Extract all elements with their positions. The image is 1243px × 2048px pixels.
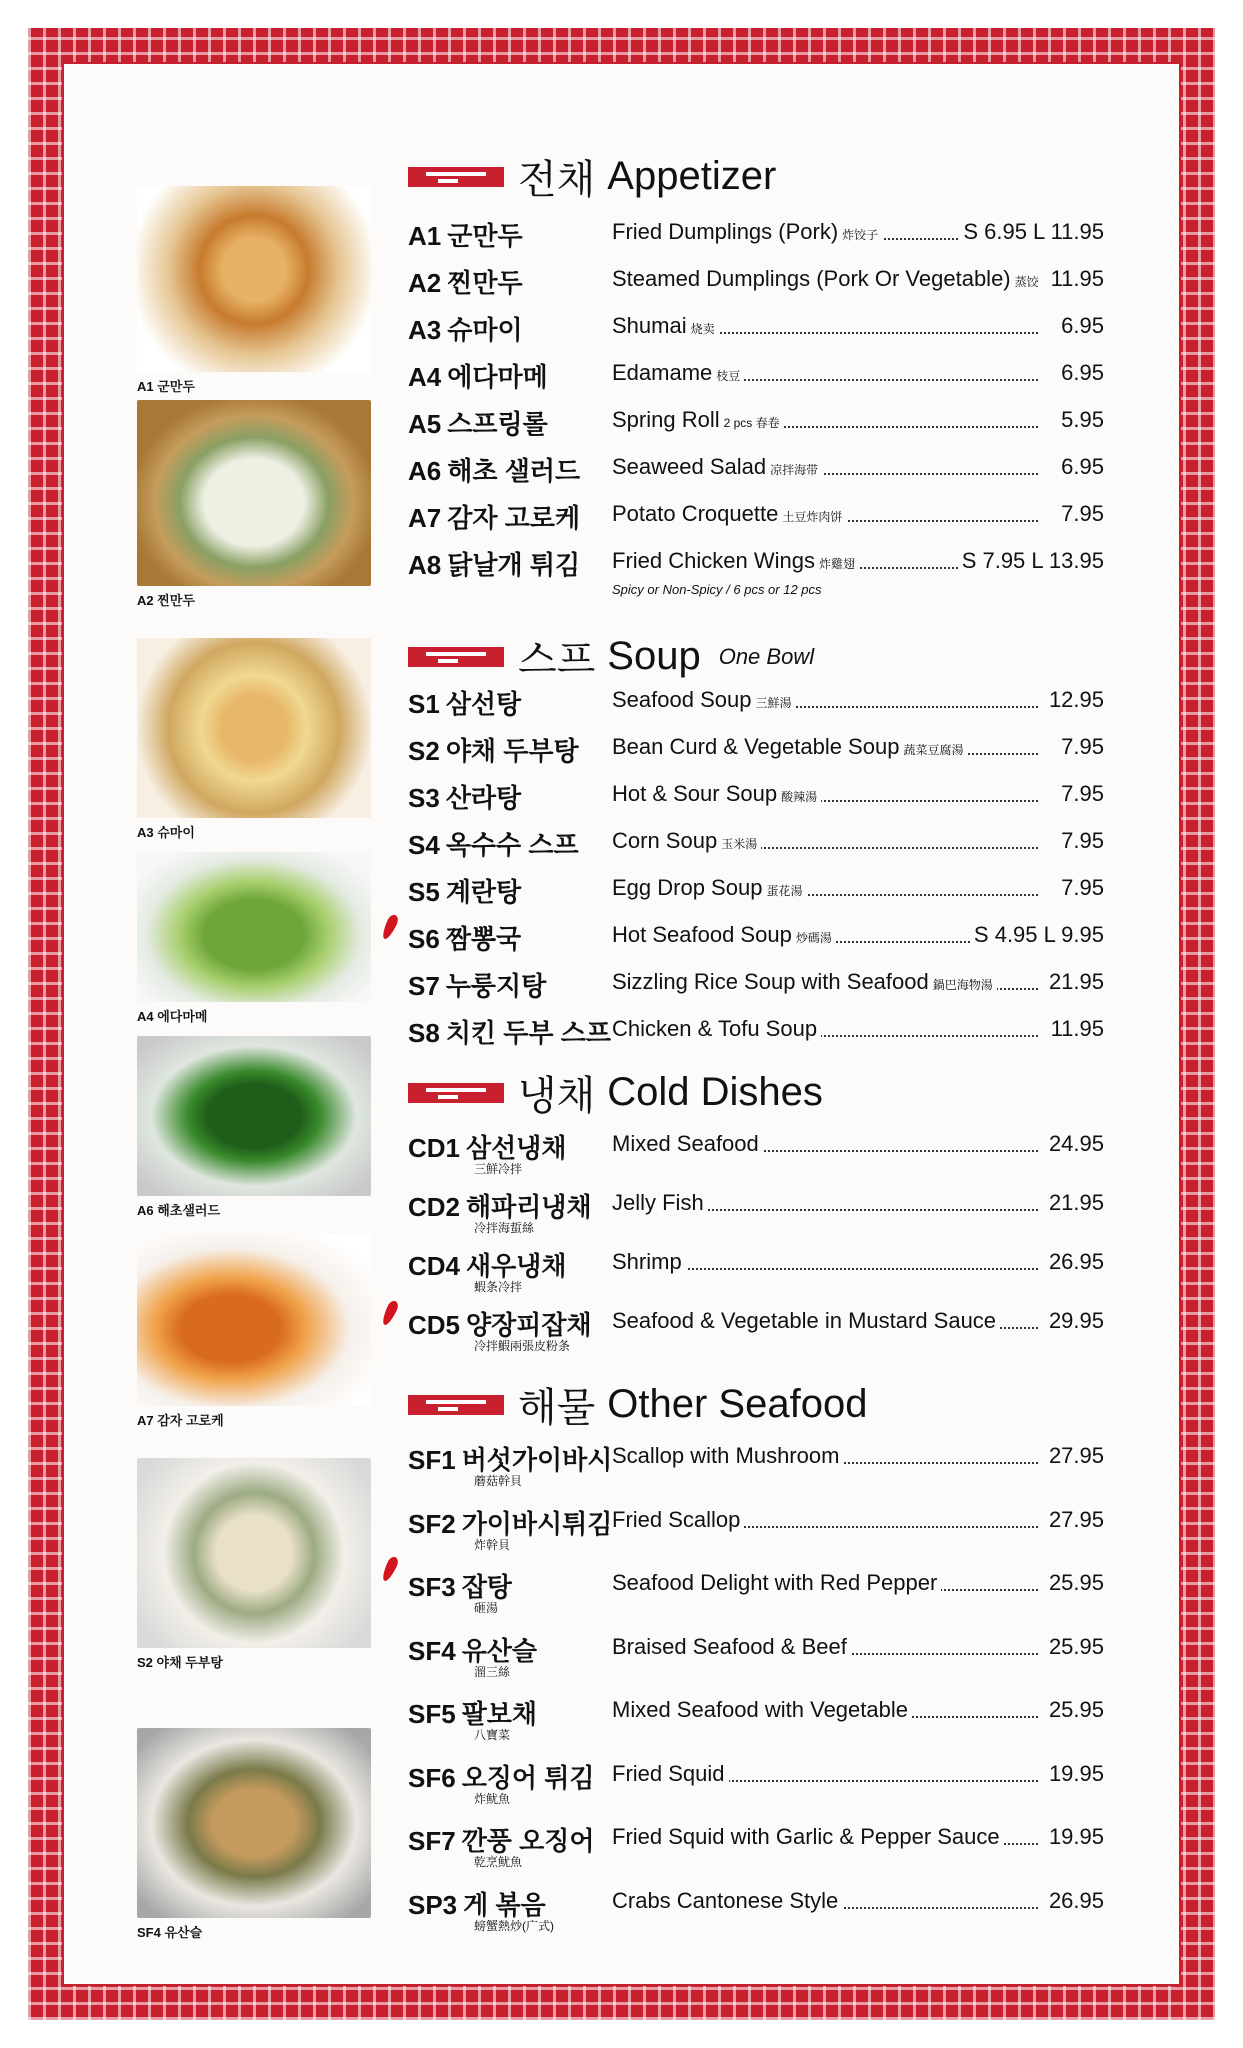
item-chinese-name: 蒸饺	[1014, 275, 1039, 289]
item-chinese-name: 八寶菜	[474, 1728, 511, 1742]
item-korean-name: 찐만두	[447, 268, 523, 298]
item-description	[612, 548, 859, 574]
item-code	[408, 216, 523, 253]
item-korean-name: 짬뽕국	[445, 924, 522, 954]
menu-item	[408, 310, 1108, 346]
menu-item	[408, 1694, 1108, 1742]
item-code	[408, 310, 523, 347]
item-code	[408, 825, 579, 862]
item-code-id: S8	[408, 1018, 440, 1048]
item-description	[612, 1888, 842, 1914]
item-english-name: Steamed Dumplings (Pork Or Vegetable)	[612, 266, 1011, 291]
item-code-id: CD5	[408, 1310, 461, 1340]
photo-a3	[137, 638, 371, 841]
item-code-id: S2	[408, 736, 440, 766]
item-korean-name: 치킨 두부 스프	[445, 1018, 611, 1048]
item-english-name: Jelly Fish	[612, 1190, 704, 1215]
item-description	[612, 1131, 763, 1157]
item-description	[612, 1507, 744, 1533]
section-soup-heading	[408, 628, 814, 685]
item-code-id: SP3	[408, 1889, 458, 1920]
menu-item	[408, 1013, 1108, 1049]
item-english-name: Seafood Soup	[612, 687, 752, 712]
item-chinese-name: 炸饺子	[842, 228, 879, 242]
item-price: 19.95	[1045, 1824, 1104, 1850]
item-english-name: Potato Croquette	[612, 501, 779, 526]
item-code-id: A6	[408, 456, 442, 486]
item-code	[408, 263, 523, 300]
item-price: 27.95	[1045, 1507, 1104, 1533]
item-price: 6.95	[1057, 360, 1104, 386]
item-english-name: Braised Seafood & Beef	[612, 1633, 847, 1659]
item-price: 12.95	[1045, 687, 1104, 713]
photo-sf4-image	[137, 1728, 371, 1918]
item-english-name: Corn Soup	[612, 828, 718, 853]
menu-item	[408, 1440, 1108, 1488]
menu-item	[408, 731, 1108, 767]
menu-item	[408, 216, 1108, 252]
item-price: 21.95	[1045, 1190, 1104, 1216]
item-chinese-name: 溜三絲	[474, 1664, 511, 1679]
item-korean-name: 유산슬	[461, 1635, 538, 1666]
item-korean-name: 스프링롤	[447, 409, 548, 439]
item-english-name: Seafood & Vegetable in Mustard Sauce	[612, 1308, 997, 1333]
item-korean-name: 산라탕	[445, 783, 522, 813]
photo-a2	[137, 400, 371, 609]
item-code	[408, 1631, 537, 1668]
item-description	[612, 501, 846, 527]
item-price: 11.95	[1047, 266, 1104, 292]
menu-item	[408, 1128, 1108, 1176]
item-code-id: SF2	[408, 1508, 456, 1539]
menu-item	[408, 498, 1108, 534]
item-code-id: CD1	[408, 1133, 461, 1163]
section-subtitle: One Bowl	[718, 643, 815, 669]
item-code	[408, 357, 548, 394]
item-chinese-name: 土豆炸肉饼	[782, 510, 843, 524]
item-description	[612, 1634, 851, 1660]
section-title-eng: Other Seafood	[607, 1382, 868, 1426]
item-price: 7.95	[1057, 875, 1104, 901]
item-code-id: S4	[408, 830, 440, 860]
menu-item	[408, 1821, 1108, 1869]
photo-caption: A7 감자 고로케	[137, 1413, 224, 1428]
item-price: 26.95	[1045, 1249, 1104, 1275]
item-code-id: SF3	[408, 1572, 456, 1602]
item-chinese-name: 2 pcs 春卷	[723, 416, 780, 430]
item-chinese-name: 鍋巴海物湯	[932, 978, 993, 992]
item-korean-name: 버섯가이바시	[461, 1445, 613, 1475]
item-chinese-name: 炸鱿魚	[474, 1791, 511, 1806]
menu-item	[408, 1567, 1108, 1615]
item-english-name: Hot Seafood Soup	[612, 922, 792, 947]
item-price: 5.95	[1057, 407, 1104, 433]
item-korean-name: 양장피잡채	[466, 1310, 592, 1340]
item-chinese-name: 蛋花湯	[766, 884, 803, 898]
item-korean-name: 에다마메	[447, 362, 548, 392]
item-english-name: Fried Squid with Garlic & Pepper Sauce	[612, 1824, 1000, 1849]
item-english-name: Fried Chicken Wings	[612, 548, 815, 573]
photo-caption: A4 에다마메	[137, 1009, 208, 1024]
photo-a4-image	[137, 852, 371, 1002]
section-title-kor: 해물	[518, 1386, 596, 1430]
item-description	[612, 734, 967, 760]
photo-a6	[137, 1036, 371, 1219]
item-code	[408, 919, 521, 956]
item-korean-name: 군만두	[447, 221, 523, 251]
photo-a3-image	[137, 638, 371, 818]
item-english-name: Bean Curd & Vegetable Soup	[612, 734, 900, 759]
photo-a1-image	[137, 186, 371, 372]
item-english-name: Scallop with Mushroom	[612, 1443, 840, 1468]
photo-caption: A1 군만두	[137, 379, 195, 394]
item-code-id: A5	[408, 409, 442, 439]
item-chinese-name: 凉拌海带	[770, 463, 819, 477]
item-price: 7.95	[1057, 828, 1104, 854]
photo-s2-image	[137, 1458, 371, 1648]
photo-a7-image	[137, 1234, 371, 1406]
item-korean-name: 슈마이	[447, 315, 523, 345]
item-chinese-name: 蘑菇幹貝	[474, 1474, 523, 1488]
photo-caption: S2 야채 두부탕	[137, 1655, 223, 1670]
menu-item	[408, 451, 1108, 487]
item-code-id: S5	[408, 877, 440, 907]
section-title-kor: 전채	[518, 158, 596, 202]
item-english-name: Chicken & Tofu Soup	[612, 1016, 818, 1041]
menu-item	[408, 1885, 1108, 1933]
item-english-name: Seafood Delight with Red Pepper	[612, 1570, 938, 1595]
item-description	[612, 1761, 729, 1787]
item-description	[612, 1697, 912, 1723]
item-description	[612, 219, 882, 245]
item-korean-name: 삼선냉채	[466, 1133, 567, 1163]
item-chinese-name: 冷拌海蜇絲	[474, 1221, 535, 1235]
item-english-name: Fried Scallop	[612, 1506, 741, 1532]
item-description	[612, 922, 836, 948]
item-price: 6.95	[1057, 454, 1104, 480]
menu-item	[408, 1187, 1108, 1235]
item-description	[612, 1308, 1000, 1334]
item-english-name: Crabs Cantonese Style	[612, 1887, 839, 1913]
item-english-name: Edamame	[612, 360, 713, 385]
section-appetizer-heading	[408, 148, 776, 205]
item-code	[408, 1694, 537, 1731]
item-chinese-name: 烧卖	[690, 322, 715, 336]
photo-caption: A3 슈마이	[137, 825, 195, 840]
photo-sf4	[137, 1728, 371, 1941]
section-title-eng: Cold Dishes	[607, 1070, 823, 1114]
item-description	[612, 407, 784, 433]
item-korean-name: 감자 고로케	[447, 503, 581, 533]
item-english-name: Hot & Sour Soup	[612, 781, 778, 806]
item-chinese-name: 酸辣湯	[781, 790, 818, 804]
item-description	[612, 313, 719, 339]
menu-item	[408, 966, 1108, 1002]
photo-a6-image	[137, 1036, 371, 1196]
item-code-id: A2	[408, 268, 442, 298]
item-price: 29.95	[1045, 1308, 1104, 1334]
menu-item	[408, 1758, 1108, 1806]
item-code	[408, 778, 521, 815]
item-chinese-name: 三鮮湯	[755, 696, 792, 710]
item-description	[612, 1016, 821, 1042]
item-english-name: Spring Roll	[612, 407, 720, 432]
item-price: 26.95	[1045, 1888, 1104, 1914]
item-chinese-name: 螃蟹熱炒(广式)	[474, 1918, 554, 1933]
item-price: 24.95	[1045, 1131, 1104, 1157]
item-description	[612, 1570, 941, 1596]
item-code	[408, 872, 521, 909]
item-korean-name: 계란탕	[445, 877, 522, 907]
menu-item	[408, 1246, 1108, 1294]
section-bar-icon	[408, 647, 504, 667]
item-code	[408, 545, 580, 582]
section-title-eng: Soup	[607, 634, 701, 678]
item-price: S 6.95 L 11.95	[959, 219, 1104, 245]
item-code	[408, 451, 580, 488]
item-price: 25.95	[1045, 1570, 1104, 1596]
item-code	[408, 1504, 612, 1541]
item-price: S 4.95 L 9.95	[970, 922, 1104, 948]
section-bar-icon	[408, 1395, 504, 1415]
section-title-kor: 스프	[518, 638, 596, 682]
appetizer-note: Spicy or Non-Spicy / 6 pcs or 12 pcs	[612, 582, 822, 597]
item-description	[612, 1190, 708, 1216]
item-chinese-name: 炸雞翅	[818, 557, 855, 571]
item-english-name: Sizzling Rice Soup with Seafood	[612, 969, 929, 994]
item-description	[612, 360, 744, 386]
item-code-id: A8	[408, 550, 442, 580]
item-chinese-name: 蝦条冷拌	[474, 1280, 523, 1294]
section-title-eng: Appetizer	[607, 154, 777, 198]
item-korean-name: 가이바시튀김	[461, 1508, 613, 1539]
menu-item	[408, 1631, 1108, 1679]
item-price: 25.95	[1045, 1634, 1104, 1660]
item-price: 11.95	[1047, 1016, 1104, 1042]
item-price: 7.95	[1057, 501, 1104, 527]
photo-a2-image	[137, 400, 371, 586]
menu-item	[408, 404, 1108, 440]
photo-a4	[137, 852, 371, 1025]
photo-s2	[137, 1458, 371, 1671]
section-cold-heading	[408, 1064, 823, 1121]
section-bar-icon	[408, 1083, 504, 1103]
item-description	[612, 687, 795, 713]
item-code-id: A1	[408, 221, 442, 251]
item-korean-name: 옥수수 스프	[445, 830, 579, 860]
menu-item	[408, 825, 1108, 861]
menu-item	[408, 919, 1108, 955]
item-chinese-name: 枝豆	[716, 369, 741, 383]
item-code-id: SF6	[408, 1762, 456, 1793]
item-chinese-name: 砸湯	[474, 1601, 499, 1615]
menu-item	[408, 684, 1108, 720]
item-korean-name: 누룽지탕	[445, 971, 547, 1001]
item-korean-name: 삼선탕	[445, 689, 522, 719]
item-chinese-name: 炸幹貝	[474, 1537, 511, 1552]
item-english-name: Shrimp	[612, 1249, 682, 1274]
item-description	[612, 266, 1043, 292]
item-description	[612, 1443, 843, 1469]
item-korean-name: 야채 두부탕	[445, 736, 579, 766]
item-korean-name: 해초 샐러드	[447, 456, 581, 486]
item-description	[612, 969, 997, 995]
item-code-id: A3	[408, 315, 442, 345]
item-description	[612, 828, 761, 854]
item-code-id: S3	[408, 783, 440, 813]
item-code	[408, 966, 546, 1003]
item-chinese-name: 冷拌鰕兩張皮粉条	[474, 1339, 571, 1353]
item-korean-name: 해파리냉채	[466, 1192, 592, 1222]
item-code-id: CD4	[408, 1251, 461, 1281]
item-code-id: SF1	[408, 1445, 456, 1475]
item-korean-name: 오징어 튀김	[461, 1762, 595, 1793]
item-english-name: Shumai	[612, 313, 687, 338]
item-price: 7.95	[1057, 734, 1104, 760]
item-code-id: S7	[408, 971, 440, 1001]
item-korean-name: 닭날개 튀김	[447, 550, 581, 580]
menu-item	[408, 1305, 1108, 1353]
item-price: 19.95	[1045, 1761, 1104, 1787]
item-description	[612, 1824, 1004, 1850]
item-korean-name: 새우냉채	[466, 1251, 567, 1281]
item-code-id: SF5	[408, 1699, 456, 1729]
item-english-name: Fried Dumplings (Pork)	[612, 219, 839, 244]
item-english-name: Egg Drop Soup	[612, 875, 763, 900]
menu-item	[408, 545, 1108, 581]
item-price: S 7.95 L 13.95	[958, 548, 1104, 574]
item-description	[612, 875, 806, 901]
item-price: 25.95	[1045, 1697, 1104, 1723]
item-chinese-name: 玉米湯	[721, 837, 758, 851]
section-seafood-heading	[408, 1376, 867, 1433]
item-price: 27.95	[1045, 1443, 1104, 1469]
item-code-id: S1	[408, 689, 440, 719]
photo-caption: A6 해초샐러드	[137, 1203, 221, 1218]
item-english-name: Mixed Seafood with Vegetable	[612, 1697, 908, 1722]
item-korean-name: 잡탕	[461, 1572, 512, 1602]
item-price: 6.95	[1057, 313, 1104, 339]
item-code	[408, 404, 548, 441]
item-chinese-name: 蔬菜豆腐湯	[903, 743, 964, 757]
item-chinese-name: 炒碼湯	[795, 931, 832, 945]
item-code-id: S6	[408, 924, 440, 954]
section-title-kor: 냉채	[518, 1074, 596, 1118]
item-price: 7.95	[1057, 781, 1104, 807]
menu-item	[408, 1504, 1108, 1552]
menu-item	[408, 357, 1108, 393]
item-english-name: Seaweed Salad	[612, 454, 767, 479]
item-code	[408, 731, 579, 768]
item-code-id: A4	[408, 362, 442, 392]
item-code-id: A7	[408, 503, 442, 533]
item-english-name: Fried Squid	[612, 1760, 725, 1786]
item-code-id: SF4	[408, 1635, 456, 1666]
section-bar-icon	[408, 167, 504, 187]
item-price: 21.95	[1045, 969, 1104, 995]
photo-a7	[137, 1234, 371, 1429]
photo-caption: SF4 유산슬	[137, 1925, 203, 1940]
item-chinese-name: 三鮮冷拌	[474, 1162, 523, 1176]
item-english-name: Mixed Seafood	[612, 1131, 759, 1156]
menu-item	[408, 778, 1108, 814]
item-description	[612, 781, 821, 807]
item-code	[408, 1013, 611, 1050]
item-korean-name: 깐풍 오징어	[461, 1826, 595, 1856]
item-code	[408, 498, 580, 535]
item-korean-name: 게 볶음	[463, 1889, 546, 1920]
item-code	[408, 684, 521, 721]
menu-item	[408, 263, 1108, 299]
item-chinese-name: 乾烹鱿魚	[474, 1855, 523, 1869]
item-description	[612, 454, 822, 480]
item-code-id: SF7	[408, 1826, 456, 1856]
item-code-id: CD2	[408, 1192, 461, 1222]
item-korean-name: 팔보채	[461, 1699, 538, 1729]
menu-item	[408, 872, 1108, 908]
photo-caption: A2 찐만두	[137, 593, 195, 608]
photo-a1	[137, 186, 371, 395]
item-description	[612, 1249, 686, 1275]
